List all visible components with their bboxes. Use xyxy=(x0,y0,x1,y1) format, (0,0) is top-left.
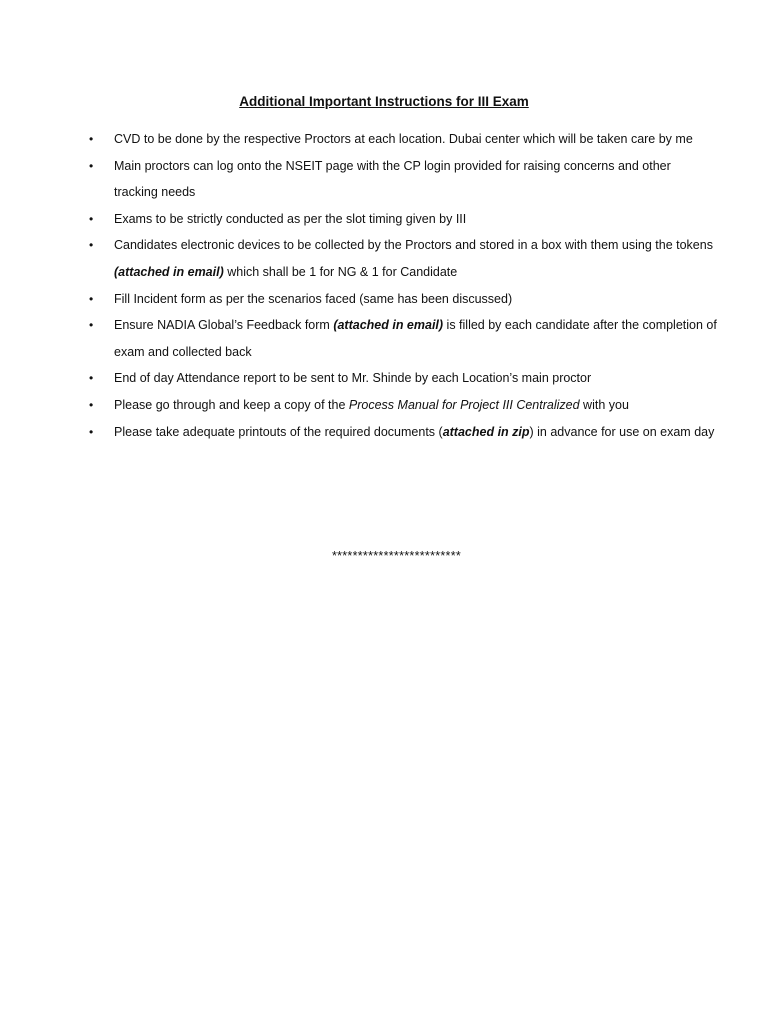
bullet-icon: • xyxy=(89,371,94,386)
emphasis-text: attached in zip xyxy=(442,424,530,439)
separator-stars: ************************* xyxy=(331,549,462,563)
emphasis-text: Process Manual for Project III Centralized xyxy=(348,397,580,412)
bullet-icon: • xyxy=(89,238,94,253)
list-item-text: Main proctors can log onto the NSEIT page with the CP login provided for raising concerns and other tracking needs xyxy=(114,158,671,200)
list-item xyxy=(88,232,718,285)
list-item xyxy=(88,419,718,446)
list-item-text: Exams to be strictly conducted as per the slot timing given by III xyxy=(114,211,467,226)
list-item xyxy=(88,365,718,392)
bullet-icon: • xyxy=(89,291,94,306)
list-item-text: End of day Attendance report to be sent to Mr. Shinde by each Location’s main proctor xyxy=(114,371,592,386)
list-item-text: CVD to be done by the respective Proctors at each location. Dubai center which will be taken care by me xyxy=(114,132,693,146)
emphasis-text: (attached in email) xyxy=(333,318,444,333)
list-item-text: Fill Incident form as per the scenarios faced (same has been discussed) xyxy=(114,291,513,306)
bullet-icon: • xyxy=(89,158,94,173)
list-item xyxy=(88,392,718,419)
list-item xyxy=(88,286,718,313)
list-item-text: Please take adequate printouts of the required documents (attached in zip) in advance for use on exam day xyxy=(114,424,715,439)
list-item xyxy=(88,126,718,153)
instructions-list xyxy=(88,126,718,445)
list-item-text: Please go through and keep a copy of the Process Manual for Project III Centralized with you xyxy=(114,397,629,412)
list-item xyxy=(88,312,718,365)
list-item xyxy=(88,206,718,233)
bullet-icon: • xyxy=(89,424,94,439)
emphasis-text: (attached in email) xyxy=(114,264,224,279)
document-title: Additional Important Instructions for III Exam xyxy=(239,94,529,109)
bullet-icon: • xyxy=(89,211,94,226)
list-item-text: Ensure NADIA Global’s Feedback form (attached in email) is filled by each candidate after the completion of exam and collected back xyxy=(114,318,717,359)
bullet-icon: • xyxy=(89,397,94,412)
bullet-icon: • xyxy=(89,318,94,333)
bullet-icon: • xyxy=(89,132,94,146)
list-item xyxy=(88,153,718,206)
list-item-text: Candidates electronic devices to be collected by the Proctors and stored in a box with them using the tokens (attached in email) which shall be 1 for NG & 1 for Candidate xyxy=(114,238,713,279)
